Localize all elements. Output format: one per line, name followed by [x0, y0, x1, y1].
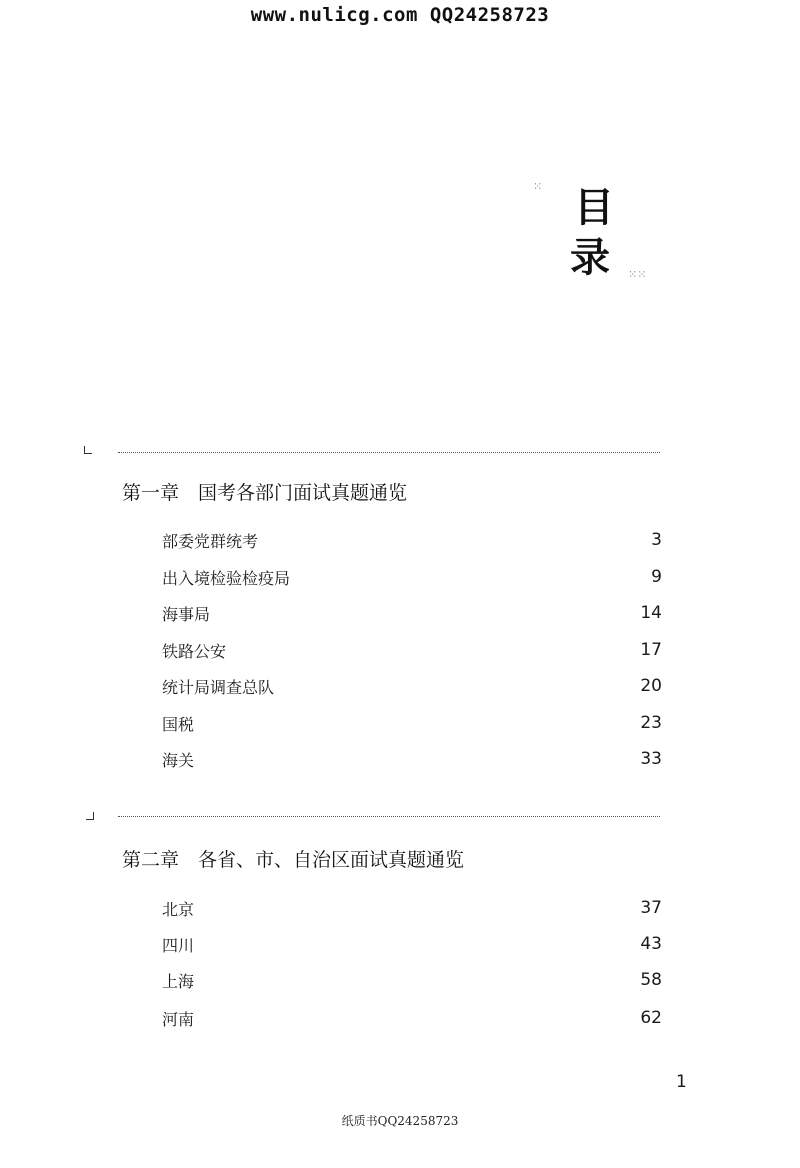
toc-entry-name: 海事局	[162, 604, 211, 624]
toc-entry[interactable]	[162, 565, 662, 589]
toc-entry-page: 62	[640, 1008, 662, 1028]
toc-entry[interactable]	[162, 968, 662, 992]
chapter-title: 第一章 国考各部门面试真题通览	[122, 482, 408, 504]
toc-entry-page: 20	[640, 676, 662, 696]
toc-entry-page: 17	[640, 640, 662, 660]
toc-entry-name: 四川	[162, 935, 195, 955]
toc-entry-name: 国税	[162, 714, 195, 734]
toc-entry-name: 出入境检验检疫局	[162, 568, 291, 588]
corner-mark	[86, 812, 94, 820]
toc-entry-page: 33	[640, 749, 662, 769]
toc-entry[interactable]	[162, 711, 662, 735]
toc-entry-name: 铁路公安	[162, 641, 227, 661]
header-watermark: www.nulicg.com QQ24258723	[250, 4, 550, 26]
toc-entry-name: 部委党群统考	[162, 531, 259, 551]
scan-speck: ⁙	[533, 180, 543, 193]
toc-title-char-2: 录	[570, 235, 610, 281]
toc-entry-page: 43	[640, 934, 662, 954]
toc-entry-page: 37	[640, 898, 662, 918]
toc-entry-page: 9	[651, 567, 662, 587]
scan-speck: ⁙⁙	[628, 268, 647, 281]
toc-entry[interactable]	[162, 896, 662, 920]
dotted-divider	[118, 452, 660, 453]
toc-entry-page: 3	[651, 530, 662, 550]
toc-entry[interactable]	[162, 638, 662, 662]
toc-entry-name: 海关	[162, 750, 195, 770]
toc-entry[interactable]	[162, 601, 662, 625]
toc-title-char-1: 目	[574, 185, 614, 231]
toc-entry-page: 23	[640, 713, 662, 733]
toc-entry[interactable]	[162, 674, 662, 698]
toc-entry-page: 58	[640, 970, 662, 990]
chapter-title: 第二章 各省、市、自治区面试真题通览	[122, 849, 465, 871]
toc-entry[interactable]	[162, 528, 662, 552]
toc-entry-name: 北京	[162, 899, 195, 919]
toc-entry[interactable]	[162, 932, 662, 956]
dotted-divider	[118, 816, 660, 817]
page-number: 1	[676, 1072, 687, 1092]
toc-entry-name: 河南	[162, 1009, 195, 1029]
corner-mark	[84, 446, 92, 454]
toc-entry[interactable]	[162, 747, 662, 771]
toc-entry-page: 14	[640, 603, 662, 623]
toc-entry-name: 上海	[162, 971, 195, 991]
footer-watermark: 纸质书QQ24258723	[341, 1114, 459, 1128]
toc-entry[interactable]	[162, 1006, 662, 1030]
toc-entry-name: 统计局调查总队	[162, 677, 275, 697]
